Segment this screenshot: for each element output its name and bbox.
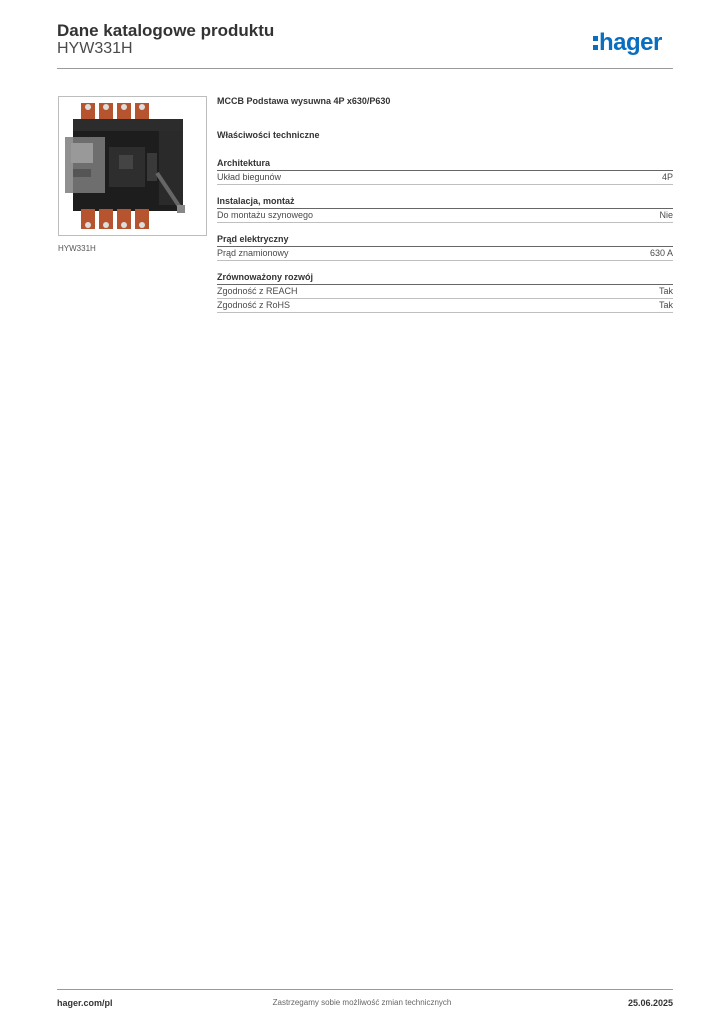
spec-value: 630 A (649, 248, 673, 258)
footer-disclaimer: Zastrzegamy sobie możliwość zmian technicznych (272, 998, 452, 1007)
spec-column (217, 96, 673, 323)
spec-value: 4P (661, 172, 673, 182)
spec-value: Tak (658, 300, 673, 310)
spec-value: Tak (658, 286, 673, 296)
product-code: HYW331H (57, 40, 133, 57)
spec-label: Układ biegunów (217, 172, 282, 182)
spec-label: Zgodność z RoHS (217, 300, 291, 310)
spec-row (217, 247, 673, 261)
spec-group-title: Prąd elektryczny (217, 233, 673, 247)
product-image-caption: HYW331H (58, 244, 96, 253)
spec-label: Zgodność z REACH (217, 286, 298, 296)
page-title: Dane katalogowe produktu (57, 21, 275, 40)
specs-heading: Właściwości techniczne (217, 130, 320, 140)
footer-date: 25.06.2025 (627, 998, 673, 1008)
spec-group-prad (217, 233, 673, 261)
hager-logo (593, 27, 675, 57)
spec-row (217, 299, 673, 313)
spec-row (217, 285, 673, 299)
spec-label: Do montażu szynowego (217, 210, 314, 220)
spec-group-title: Instalacja, montaż (217, 195, 673, 209)
product-image (58, 96, 207, 236)
spec-group-title: Zrównoważony rozwój (217, 271, 673, 285)
spec-group-instalacja (217, 195, 673, 223)
spec-row (217, 171, 673, 185)
spec-row (217, 209, 673, 223)
footer-website-link[interactable]: hager.com/pl (57, 998, 113, 1008)
spec-label: Prąd znamionowy (217, 248, 289, 258)
spec-value: Nie (659, 210, 673, 220)
spec-group-zrownowazony (217, 271, 673, 313)
spec-group-title: Architektura (217, 157, 673, 171)
header-divider (57, 68, 673, 69)
spec-group-architektura (217, 157, 673, 185)
product-name: MCCB Podstawa wysuwna 4P x630/P630 (217, 96, 391, 106)
logo-text: hager (599, 29, 662, 56)
footer-divider (57, 989, 673, 990)
